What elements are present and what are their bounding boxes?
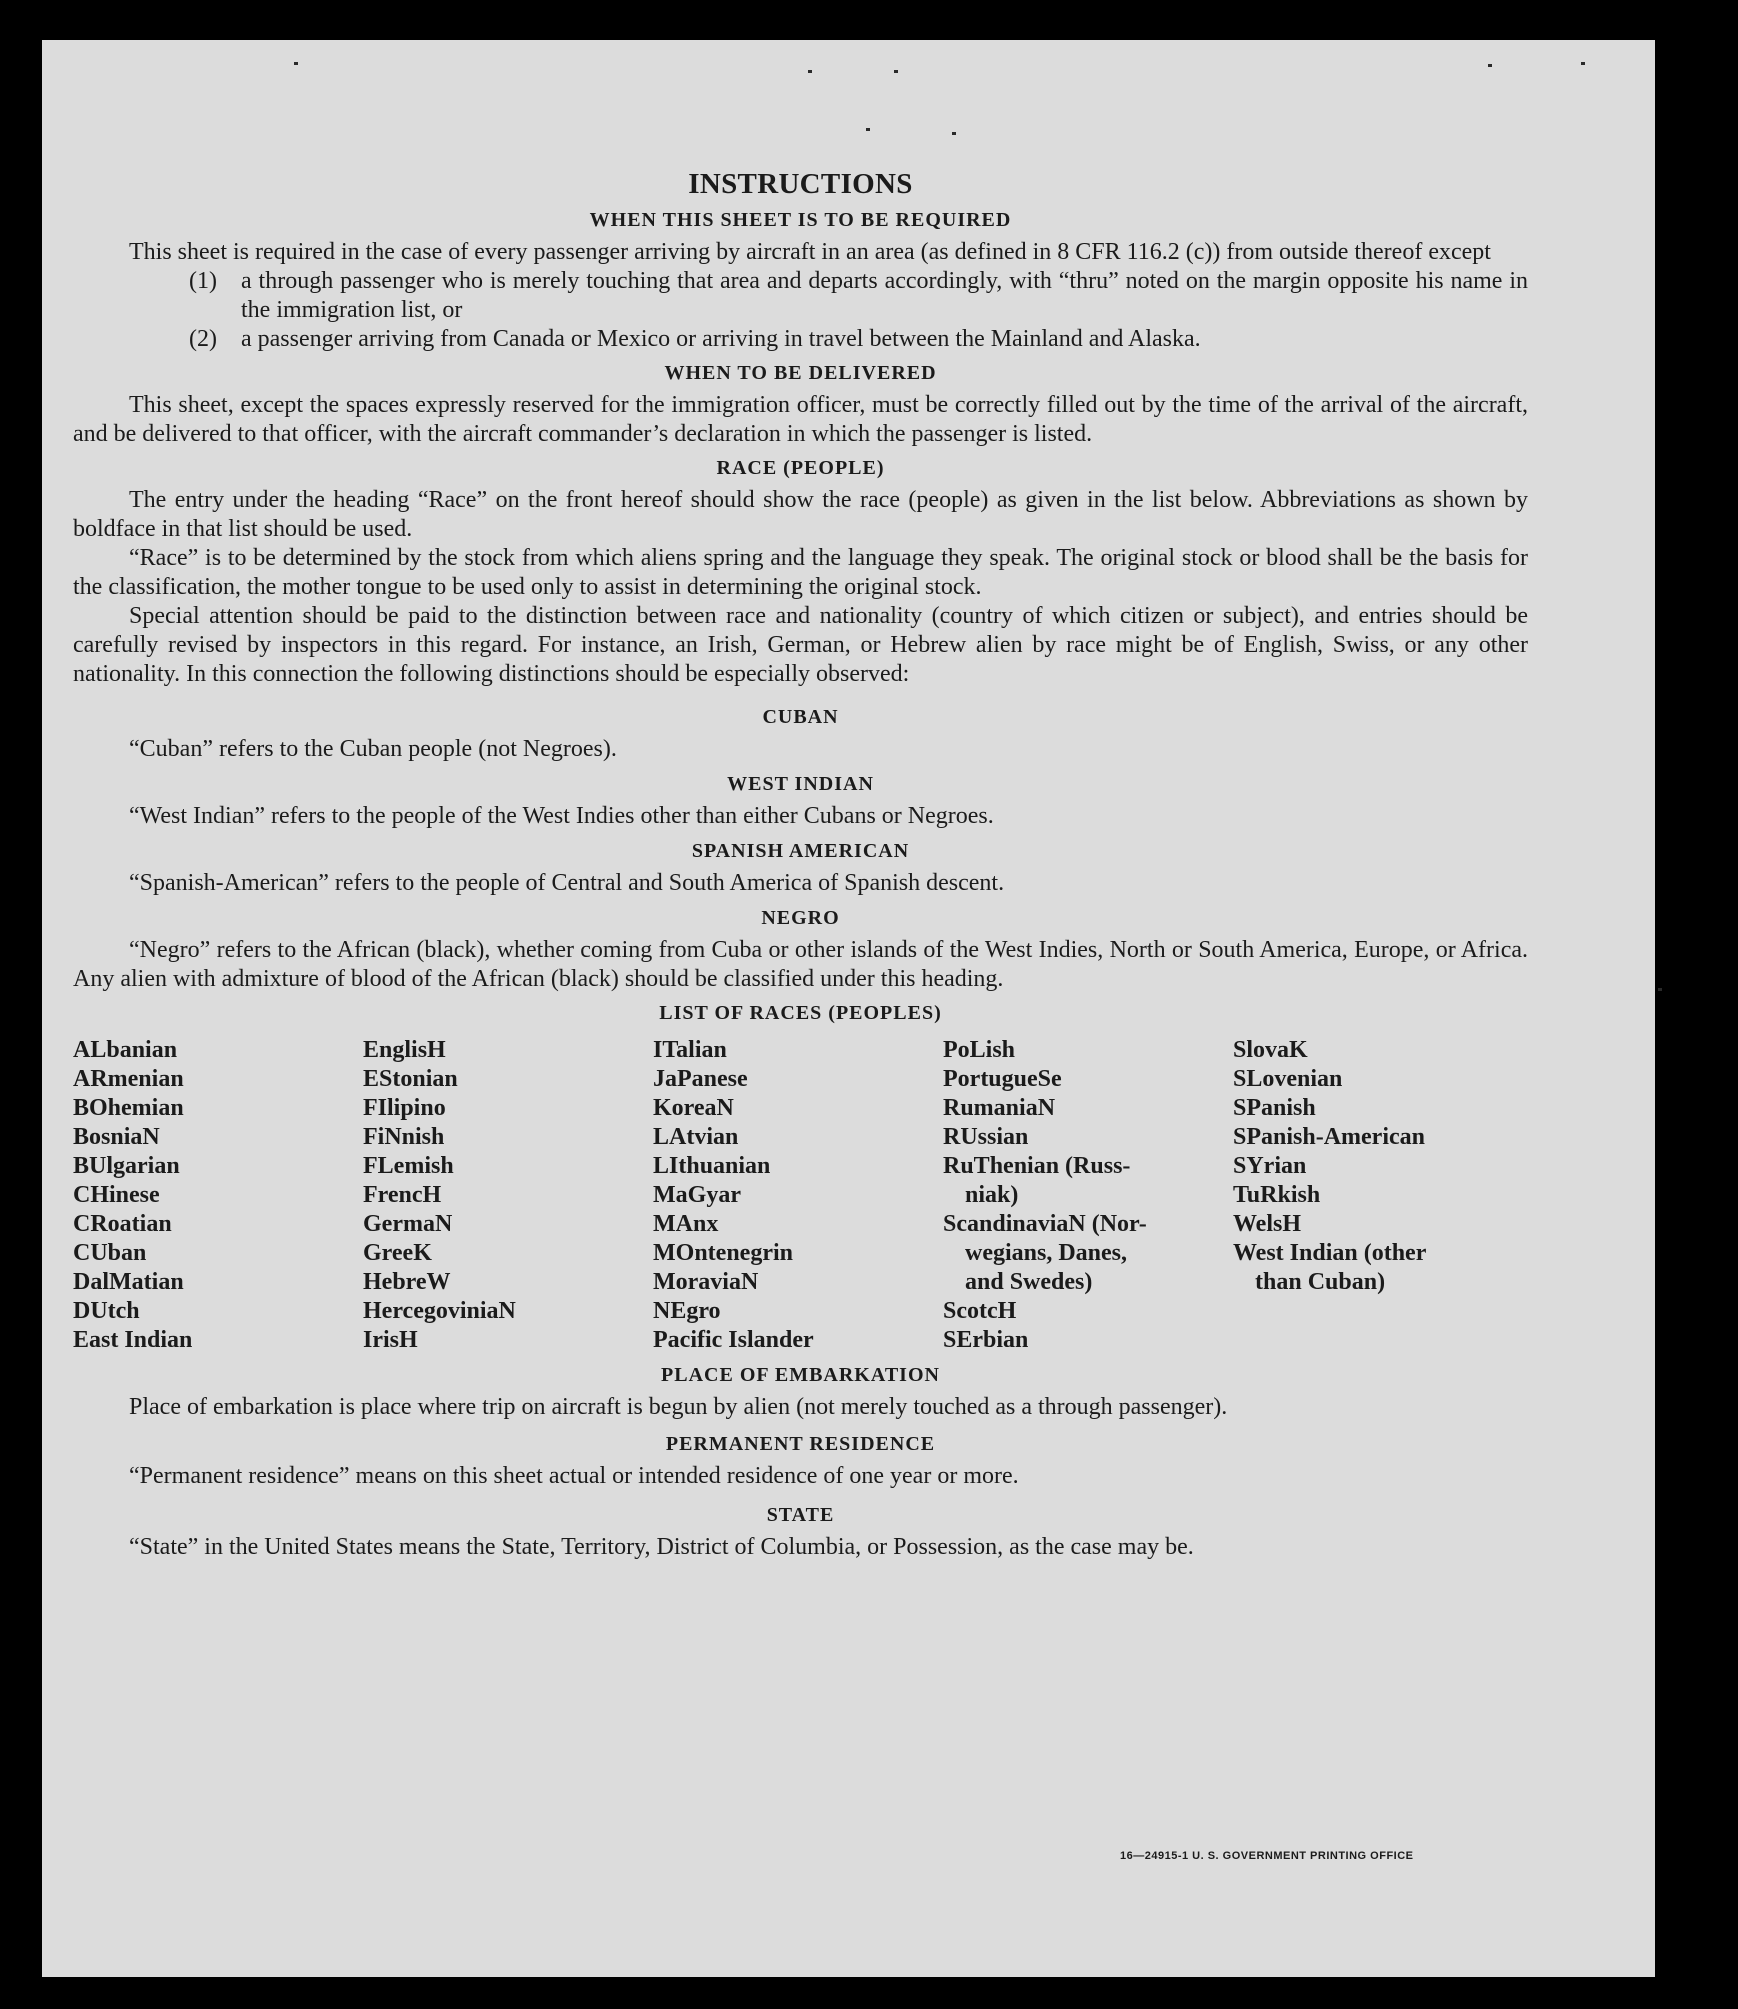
race-entry: niak) [965,1182,1019,1208]
race-entry: and Swedes) [965,1269,1093,1295]
race-entry: TuRkish [1233,1182,1321,1208]
spanish-american-definition: “Spanish-American” refers to the people of Central and South America of Spanish descent. [129,870,1005,896]
embarkation-text: Place of embarkation is place where trip on aircraft is begun by alien (not merely touched as a through passenger). [129,1394,1228,1420]
race-entry: SPanish [1233,1095,1316,1121]
race-entry: SlovaK [1233,1037,1308,1063]
print-speck [952,132,956,135]
race-paragraph: The entry under the heading “Race” on the front hereof should show the race (people) as given in the list below. Abbreviations as shown by boldface in that list should be used. [73,487,1528,542]
race-entry: FIlipino [363,1095,446,1121]
race-entry: FLemish [363,1153,454,1179]
race-entry: ALbanian [73,1037,178,1063]
race-entry: JaPanese [653,1066,748,1092]
race-entry: MAnx [653,1211,719,1237]
race-entry: IrisH [363,1327,418,1353]
race-entry: EnglisH [363,1037,446,1063]
race-entry: HebreW [363,1269,451,1295]
list-item [73,325,1528,354]
race-entry: CHinese [73,1182,160,1208]
heading-west-indian: WEST INDIAN [727,773,874,795]
race-entry: East Indian [73,1327,193,1353]
residence-text: “Permanent residence” means on this sheet actual or intended residence of one year or more. [129,1463,1019,1489]
print-speck [1658,988,1662,991]
race-entry: SLovenian [1233,1066,1343,1092]
race-entry: GermaN [363,1211,453,1237]
race-entry: SYrian [1233,1153,1307,1179]
print-speck [808,70,812,73]
race-entry: FrencH [363,1182,442,1208]
race-entry: SPanish-American [1233,1124,1425,1150]
required-intro: This sheet is required in the case of every passenger arriving by aircraft in an area (as defined in 8 CFR 116.2 (c)) from outside thereof except [129,239,1491,265]
heading-permanent-residence: PERMANENT RESIDENCE [665,1433,936,1455]
race-entry: West Indian (other [1233,1240,1427,1266]
race-entry: MaGyar [653,1182,741,1208]
race-entry: than Cuban) [1255,1269,1386,1295]
race-entry: PortugueSe [943,1066,1062,1092]
print-speck [1581,62,1585,65]
heading-spanish-american: SPANISH AMERICAN [691,840,910,862]
race-entry: ARmenian [73,1066,184,1092]
race-entry: RumaniaN [943,1095,1056,1121]
print-speck [294,62,298,65]
race-entry: GreeK [363,1240,432,1266]
races-column [363,1036,653,1355]
races-list [73,1036,1528,1355]
race-entry: BUlgarian [73,1153,180,1179]
list-item-number: (1) [189,268,217,294]
race-entry: SErbian [943,1327,1029,1353]
print-speck [894,70,898,73]
printer-imprint: 16—24915-1 U. S. GOVERNMENT PRINTING OFFICE [1120,1850,1414,1862]
race-entry: LAtvian [653,1124,739,1150]
race-entry: Pacific Islander [653,1327,814,1353]
race-entry: RuThenian (Russ- [943,1153,1131,1179]
race-entry: DalMatian [73,1269,184,1295]
race-entry: MOntenegrin [653,1240,793,1266]
cuban-definition: “Cuban” refers to the Cuban people (not Negroes). [129,736,617,762]
print-speck [1488,64,1492,67]
instructions-content [73,170,1528,1562]
race-entry: CRoatian [73,1211,172,1237]
race-entry: NEgro [653,1298,721,1324]
races-column [1233,1036,1528,1355]
heading-state: STATE [766,1504,835,1526]
document-page [42,40,1655,1977]
race-entry: BOhemian [73,1095,184,1121]
list-item-text: a passenger arriving from Canada or Mexico or arriving in travel between the Mainland and Alaska. [241,326,1201,352]
race-entry: ITalian [653,1037,727,1063]
heading-when-required: WHEN THIS SHEET IS TO BE REQUIRED [589,209,1012,231]
race-entry: RUssian [943,1124,1029,1150]
print-speck [866,128,870,131]
race-entry: MoraviaN [653,1269,759,1295]
races-column [73,1036,363,1355]
negro-definition: “Negro” refers to the African (black), whether coming from Cuba or other islands of the West Indies, North or South America, Europe, or Africa. Any alien with admixture of blood of the African (black) should be classified under this heading. [73,937,1528,992]
list-item-number: (2) [189,326,217,352]
delivered-text: This sheet, except the spaces expressly reserved for the immigration officer, must be correctly filled out by the time of the arrival of the aircraft, and be delivered to that officer, with the aircraft commander’s declaration in which the passenger is listed. [73,392,1528,447]
race-paragraph: “Race” is to be determined by the stock from which aliens spring and the language they speak. The original stock or blood shall be the basis for the classification, the mother tongue to be used only to assist in determining the original stock. [73,545,1528,600]
heading-place-of-embarkation: PLACE OF EMBARKATION [661,1364,940,1386]
race-entry: ScandinaviaN (Nor- [943,1211,1147,1237]
race-entry: DUtch [73,1298,140,1324]
west-indian-definition: “West Indian” refers to the people of the West Indies other than either Cubans or Negroes. [129,803,994,829]
races-column [653,1036,943,1355]
races-column [943,1036,1233,1355]
race-entry: KoreaN [653,1095,734,1121]
state-text: “State” in the United States means the State, Territory, District of Columbia, or Possession, as the case may be. [129,1534,1194,1560]
heading-when-delivered: WHEN TO BE DELIVERED [664,362,937,384]
race-paragraph: Special attention should be paid to the distinction between race and nationality (country of which citizen or subject), and entries should be carefully revised by inspectors in this regard. For instance, an Irish, German, or Hebrew alien by race might be of English, Swiss, or any other nationality. In this connection the following distinctions should be especially observed: [73,603,1528,687]
race-entry: wegians, Danes, [965,1240,1128,1266]
race-entry: LIthuanian [653,1153,771,1179]
heading-negro: NEGRO [761,907,840,929]
list-item-text: a through passenger who is merely touching that area and departs accordingly, with “thru” noted on the margin opposite his name in the immigration list, or [241,268,1528,323]
race-entry: HercegoviniaN [363,1298,516,1324]
race-entry: EStonian [363,1066,458,1092]
heading-list-of-races: LIST OF RACES (PEOPLES) [659,1002,942,1024]
race-entry: WelsH [1233,1211,1302,1237]
race-entry: BosniaN [73,1124,160,1150]
race-entry: CUban [73,1240,147,1266]
heading-cuban: CUBAN [762,706,839,728]
race-entry: FiNnish [363,1124,445,1150]
race-entry: ScotcH [943,1298,1017,1324]
heading-race: RACE (PEOPLE) [716,457,885,479]
list-item [73,267,1528,325]
race-entry: PoLish [943,1037,1016,1063]
page-title: INSTRUCTIONS [688,168,913,200]
